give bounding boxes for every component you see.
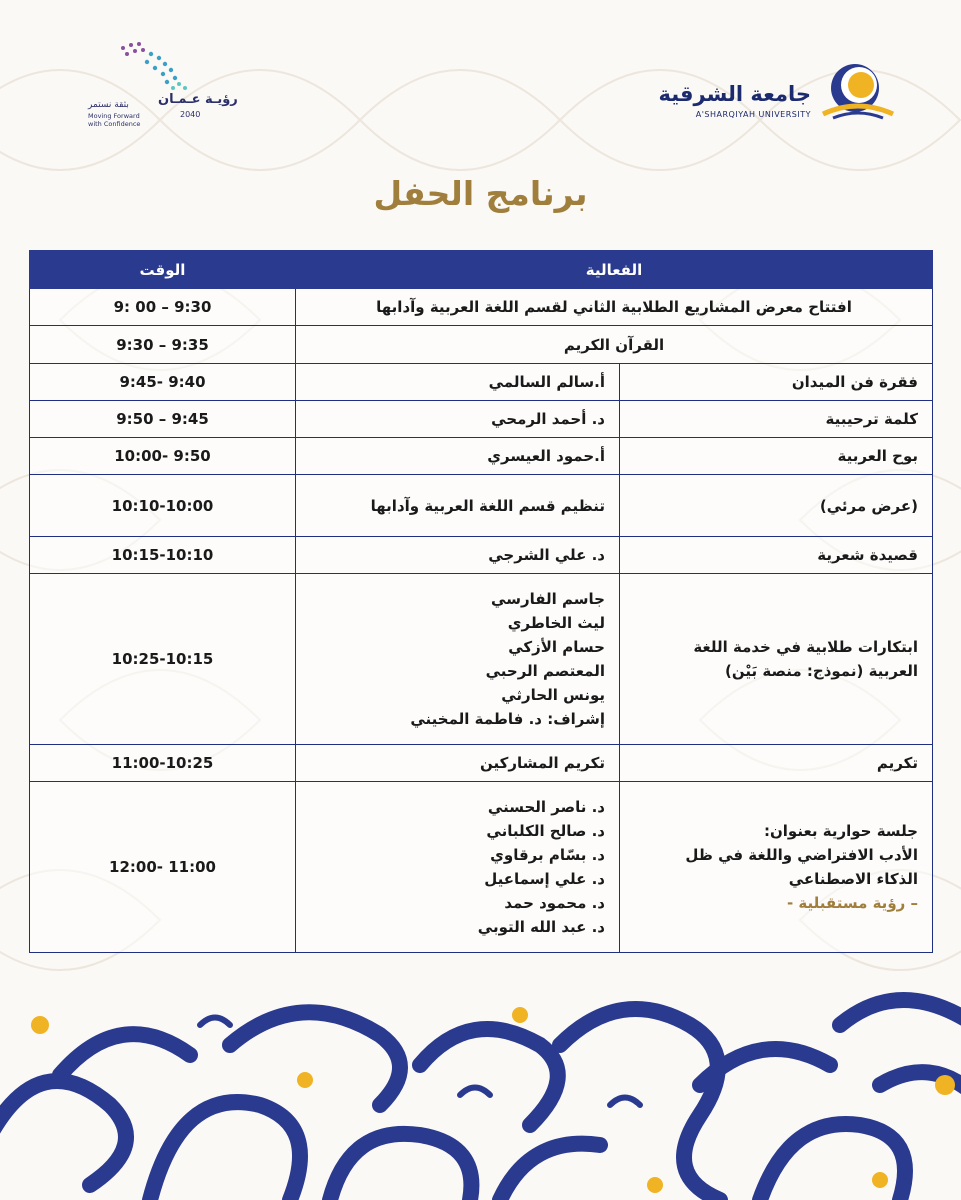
presenter-cell xyxy=(296,574,620,745)
header-activity: الفعالية xyxy=(296,251,933,289)
item-cell: بوح العربية xyxy=(620,438,933,475)
time-cell: 11:00-10:25 xyxy=(30,745,296,782)
program-table xyxy=(29,250,933,953)
item-subtitle: – رؤية مستقبلية - xyxy=(786,894,918,912)
presenter-line: ليث الخاطري xyxy=(507,614,605,632)
presenter-cell: أ.حمود العيسري xyxy=(296,438,620,475)
presenter-line: حسام الأزكي xyxy=(508,638,605,656)
table-row xyxy=(30,289,933,326)
time-cell: 12:00- 11:00 xyxy=(30,782,296,953)
time-cell: 9:30 – 9:35 xyxy=(30,326,296,364)
presenter-line: د. ناصر الحسني xyxy=(487,798,605,816)
header-time: الوقت xyxy=(30,251,296,289)
table-row xyxy=(30,574,933,745)
item-cell: كلمة ترحيبية xyxy=(620,401,933,438)
presenter-line: جاسم الفارسي xyxy=(491,590,605,608)
tagline-en-1: Moving Forward xyxy=(88,112,140,120)
presenter-line: يونس الحارثي xyxy=(501,686,605,704)
presenter-cell: د. علي الشرجي xyxy=(296,537,620,574)
calligraphy-decoration xyxy=(0,985,961,1200)
table-row xyxy=(30,782,933,953)
time-cell: 10:10-10:00 xyxy=(30,475,296,537)
time-cell: 9:45- 9:40 xyxy=(30,364,296,401)
university-logo xyxy=(653,68,903,128)
table-header-row xyxy=(30,251,933,289)
time-cell: 9: 00 – 9:30 xyxy=(30,289,296,326)
presenter-line: د. علي إسماعيل xyxy=(484,870,605,888)
item-line: جلسة حوارية بعنوان: xyxy=(763,822,918,840)
activity-cell: افتتاح معرض المشاريع الطلابية الثاني لقسم اللغة العربية وآدابها xyxy=(296,289,933,326)
presenter-cell xyxy=(296,782,620,953)
table-row xyxy=(30,438,933,475)
vision-title-ar: رؤيـة عـمـان xyxy=(158,92,238,107)
table-row xyxy=(30,745,933,782)
item-line: الأدب الافتراضي واللغة في ظل xyxy=(685,846,918,864)
presenter-line: د. صالح الكلباني xyxy=(486,822,605,840)
university-emblem-icon xyxy=(813,58,903,128)
tagline-en-2: with Confidence xyxy=(88,120,141,128)
presenter-cell: د. أحمد الرمحي xyxy=(296,401,620,438)
vision-dots-icon xyxy=(103,40,213,100)
item-cell xyxy=(620,782,933,953)
vision-year: 2040 xyxy=(180,110,201,119)
item-cell: (عرض مرئي) xyxy=(620,475,933,537)
presenter-line: إشراف: د. فاطمة المخيني xyxy=(410,710,605,728)
item-cell: تكريم xyxy=(620,745,933,782)
table-row xyxy=(30,475,933,537)
presenter-line: د. محمود حمد xyxy=(504,894,605,912)
item-cell: قصيدة شعرية xyxy=(620,537,933,574)
time-cell: 9:50 – 9:45 xyxy=(30,401,296,438)
time-cell: 10:00- 9:50 xyxy=(30,438,296,475)
tagline-ar: بثقة نستمر xyxy=(88,100,129,110)
time-cell: 10:15-10:10 xyxy=(30,537,296,574)
oman-vision-logo xyxy=(58,40,238,130)
presenter-cell: أ.سالم السالمي xyxy=(296,364,620,401)
presenter-cell: تكريم المشاركين xyxy=(296,745,620,782)
page-title: برنامج الحفل xyxy=(373,174,588,213)
presenter-line: المعتصم الرحبي xyxy=(485,662,605,680)
university-name-ar: جامعة الشرقية xyxy=(658,82,811,106)
table-row xyxy=(30,364,933,401)
university-name-en: A'SHARQIYAH UNIVERSITY xyxy=(695,110,811,119)
presenter-line: د. بسّام برقاوي xyxy=(490,846,605,864)
presenter-line: د. عبد الله التوبي xyxy=(477,918,605,936)
item-line: ابتكارات طلابية في خدمة اللغة xyxy=(693,638,918,656)
table-row xyxy=(30,401,933,438)
item-cell: فقرة فن الميدان xyxy=(620,364,933,401)
time-cell: 10:25-10:15 xyxy=(30,574,296,745)
item-cell xyxy=(620,574,933,745)
activity-cell: القرآن الكريم xyxy=(296,326,933,364)
item-line: العربية (نموذج: منصة بَيْن) xyxy=(725,662,918,680)
item-line: الذكاء الاصطناعي xyxy=(788,870,918,888)
table-row xyxy=(30,537,933,574)
table-row xyxy=(30,326,933,364)
presenter-cell: تنظيم قسم اللغة العربية وآدابها xyxy=(296,475,620,537)
